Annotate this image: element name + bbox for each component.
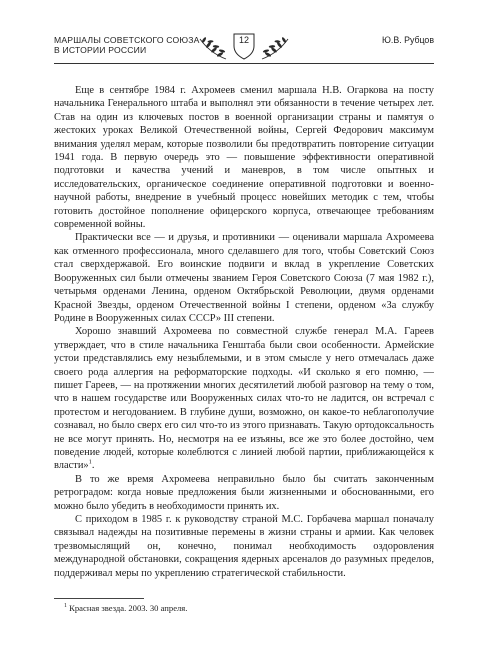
- book-title: [54, 35, 200, 55]
- book-title-line-2: В ИСТОРИИ РОССИИ: [54, 45, 147, 55]
- body-text: [54, 84, 434, 580]
- page-number: 12: [238, 35, 249, 45]
- footnote-text: Красная звезда. 2003. 30 апреля.: [69, 603, 188, 613]
- footnote: [64, 603, 187, 613]
- footnote-separator: [54, 598, 144, 599]
- running-head: [54, 35, 434, 73]
- laurel-emblem: [196, 29, 292, 63]
- footnote-reference: 1: [88, 458, 92, 466]
- paragraph: С приходом в 1985 г. к руководству страной М.С. Горбачева маршал поначалу связывал надежды на позитивные перемены в жизни страны и армии. Как человек трезвомыслящий он, конечно, понимал необходимость оздоровления международной обстановки, сокращения ядерных арсеналов до разумных пределов, поддерживал меры по укреплению стратегической стабильности.: [54, 514, 434, 579]
- paragraph-with-quote: Хорошо знавший Ахромеева по совместной службе генерал М.А. Гареев утверждает, что в стиле начальника Генштаба были свои особенности. Армейские устои представлялись ему незыблемыми, и в этом смысле у него отмечалась даже своего рода аллергия на реформаторские подходы. «И сколько я его помню, — пишет Гареев, — на протяжении многих десятилетий любой разговор на тему о том, что в нашем государстве или Вооруженных силах что-то не ладится, он встречал с протестом и негодованием. В глубине души, возможно, он какое-то неблагополучие сознавал, но было сверх его сил что-то из этого признавать. Такую ортодоксальность не все могут принять. Но, несмотря на ее изъяны, все же это более достойно, чем поведение людей, которые колеблются с линией любой партии, приближающейся к власти»$^1$.: [54, 326, 434, 472]
- book-title-line-1: МАРШАЛЫ СОВЕТСКОГО СОЮЗА: [54, 35, 200, 45]
- footnote-number: 1: [64, 603, 67, 610]
- paragraph: Еще в сентябре 1984 г. Ахромеев сменил маршала Н.В. Огаркова на посту начальника Генерального штаба и выполнял эти обязанности в течение четырех лет. Став на один из ключевых постов в военной организации страны и памятуя о жестоких уроках Великой Отечественной войны, Сергей Федорович максимум внимания уделял мерам, которые позволили бы предотвратить повторение ситуации 1941 года. В первую очередь это — повышение эффективности оперативной подготовки и качества учений и маневров, в том числе опытных и исследовательских, органическое соединение оперативной подготовки и военно-научной работы, внедрение в учебный процесс новейших методик с тем, чтобы готовить достойное пополнение офицерского корпуса, отвечающее требованиям современной войны.: [54, 85, 434, 231]
- paragraph: Практически все — и друзья, и противники — оценивали маршала Ахромеева как отменного профессионала, много сделавшего для того, чтобы Советский Союз стал сверхдержавой. Его воинские подвиги и вклад в укрепление Советских Вооруженных сил были отмечены званием Героя Советского Союза (7 мая 1982 г.), четырьмя орденами Ленина, орденом Октябрьской Революции, двумя орденами Красной Звезды, орденом Отечественной войны I степени, орденом «За службу Родине в Вооруженных силах СССР» III степени.: [54, 232, 434, 324]
- quote-text: Хорошо знавший Ахромеева по совместной службе генерал М.А. Гареев утверждает, что в стиле начальника Генштаба были свои особенности. Армейские устои представлялись ему незыблемыми, и в этом смысле у него отмечалась даже своего рода аллергия на реформаторские подходы. «И сколько я его помню, — пишет Гареев, — на протяжении многих десятилетий любой разговор на тему о том, что в нашем государстве или Вооруженных силах что-то не ладится, он встречал с протестом и негодованием. В глубине души, возможно, он какое-то неблагополучие сознавал, но было сверх его сил что-то из этого признавать. Такую ортодоксальность не все могут принять. Но, несмотря на ее изъяны, все же это более достойно, чем поведение людей, которые колеблются с линией любой партии, приближающейся к власти»: [54, 326, 434, 472]
- paragraph: В то же время Ахромеева неправильно было бы считать законченным ретроградом: когда новые предложения были жизненными и обоснованными, его можно было убедить в необходимости принять их.: [54, 473, 434, 512]
- author-name: Ю.В. Рубцов: [382, 35, 434, 45]
- header-rule: [54, 63, 434, 64]
